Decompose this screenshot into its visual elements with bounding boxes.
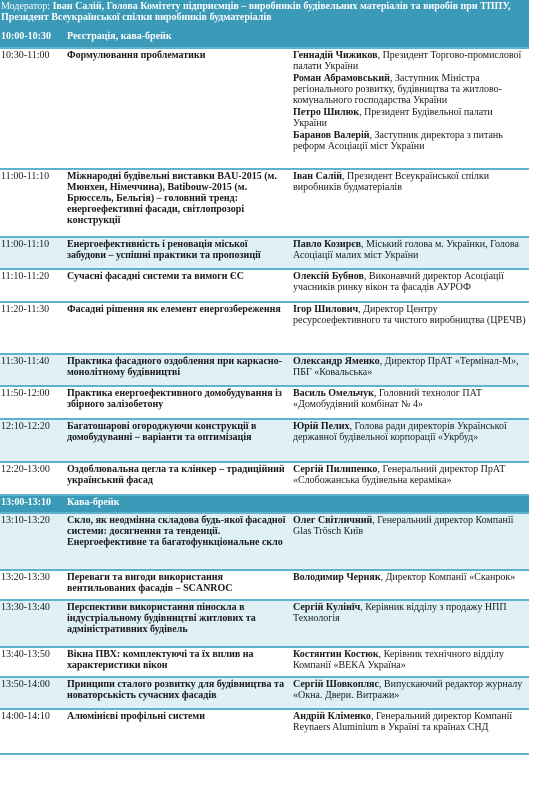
session-row [0,169,529,237]
session-time: 11:00-11:10 [1,239,50,250]
session-time: 11:50-12:00 [1,388,50,399]
session-topic: Багатошарові огороджуючи конструкції в домобудуванні – варіанти та оптимізація [67,421,257,443]
session-row [0,709,529,754]
session-topic: Практика енергоефективного домобудування із збірного залізобетону [67,388,282,410]
session-time: 11:00-11:10 [1,171,50,182]
session-time: 13:20-13:30 [1,572,50,583]
speaker-name: Андрій Кліменко [293,711,371,722]
speaker-name: Олег Світличний [293,515,373,526]
session-row [0,354,529,386]
speaker-role: , Президент Торгово-промислової палати України [293,50,522,72]
session-time: 10:30-11:00 [1,50,50,61]
session-time: 11:20-11:30 [1,304,50,315]
speaker-entry [293,107,527,129]
session-time: 11:10-11:20 [1,271,50,282]
speaker-role: , Випускаючий редактор журналу «Окна. Двери. Витражи» [293,679,523,701]
speaker-entry [293,304,527,326]
speaker-entry [293,356,527,378]
session-speakers [289,302,529,354]
session-topic: Перспективи використання піноскла в індустріальному будівництві житлових та адміністративних будівель [67,602,256,635]
session-topic: Міжнародні будівельні виставки BAU-2015 (м. Мюнхен, Німеччина), Batibouw-2015 (м. Брюссель, Бельгія) – головний тренд: енергоефективні фасади, світлопрозорі конструкції [67,171,277,226]
session-row [0,647,529,677]
speaker-role: , Виконавчий директор Асоціації учасників ринку вікон та фасадів АУРОФ [293,271,504,293]
session-speakers [289,677,529,709]
session-time: 13:10-13:20 [1,515,50,526]
session-time: 13:30-13:40 [1,602,50,613]
break-title: Реєстрація, кава-брейк [67,31,172,42]
session-row [0,462,529,495]
speaker-entry [293,679,527,701]
break-title: Кава-брейк [67,497,120,508]
speaker-role: , Заступник директора з питань реформ Асоціації міст України [293,130,503,152]
speaker-entry [293,73,527,106]
speaker-name: Павло Козирєв [293,239,361,250]
speaker-entry [293,515,527,537]
session-topic: Практика фасадного оздоблення при каркасно-монолітному будівництві [67,356,283,378]
speaker-name: Олексій Бубнов [293,271,364,282]
speaker-role: , Керівник технічного відділу Компанії «ВЕКА Україна» [293,649,504,671]
moderator-text: Іван Салій, Голова Комітету підприємців – виробників будівельних матеріалів та виробів при ТППУ, Президент Всеукраїнської спілки виробників будматеріалів [1,1,511,23]
speaker-name: Петро Шилюк [293,107,360,118]
speaker-role: , Директор Центру ресурсоефективного та чистого виробництва (ЦРЕЧВ) [293,304,526,326]
session-row [0,513,529,570]
schedule-body [0,30,529,754]
session-topic: Формулювання проблематики [67,50,206,61]
speaker-entry [293,388,527,410]
session-speakers [289,462,529,495]
speaker-entry [293,711,527,733]
speaker-entry [293,50,527,72]
session-row [0,419,529,462]
session-time: 13:00-13:10 [1,497,51,508]
speaker-role: , Генеральний директор ПрАТ «Слобожанська будівельна кераміка» [293,464,506,486]
session-topic: Скло, як неодмінна складова будь-якої фасадної системи: досягнення та тенденції. Енергоефективне та багатофункціональне скло [67,515,286,548]
speaker-entry [293,649,527,671]
break-row [0,30,529,48]
break-row [0,495,529,513]
session-topic: Алюмінієві профільні системи [67,711,205,722]
session-speakers [289,48,529,169]
session-time: 14:00-14:10 [1,711,50,722]
speaker-name: Сергій Пилипенко [293,464,378,475]
speaker-role: , Голова ради директорів Української державної будівельної корпорації «Укрбуд» [293,421,507,443]
speaker-role: , Генеральний директор Компанії Reynaers Aluminium в Україні та країнах СНД [293,711,513,733]
speaker-name: Іван Салій [293,171,343,182]
session-speakers [289,647,529,677]
speaker-name: Костянтин Костюк [293,649,379,660]
session-topic: Оздоблювальна цегла та клінкер – традиційний український фасад [67,464,285,486]
speaker-name: Володимир Черняк [293,572,381,583]
speaker-entry [293,602,527,624]
session-speakers [289,709,529,754]
session-row [0,269,529,302]
speaker-name: Василь Омельчук [293,388,374,399]
speaker-role: , Директор ПрАТ «Термінал-М», ПБГ «Ковальська» [293,356,519,378]
speaker-role: , Президент Будівельної палати України [293,107,493,129]
session-speakers [289,30,529,48]
session-topic: Вікна ПВХ: комплектуючі та їх вплив на характеристики вікон [67,649,254,671]
session-row [0,302,529,354]
session-time: 12:20-13:00 [1,464,50,475]
session-speakers [289,419,529,462]
moderator-label: Модератор: [1,1,51,12]
session-time: 10:00-10:30 [1,31,51,42]
session-time: 13:50-14:00 [1,679,50,690]
speaker-entry [293,239,527,261]
session-row [0,677,529,709]
session-speakers [289,269,529,302]
speaker-entry [293,421,527,443]
schedule-table [0,30,529,755]
speaker-role: , Керівник відділу з продажу НПП Технологія [293,602,507,624]
speaker-name: Олександр Яменко [293,356,380,367]
session-row [0,600,529,647]
moderator-banner [0,0,529,30]
speaker-name: Баранов Валерій [293,130,370,141]
session-speakers [289,495,529,513]
session-speakers [289,237,529,269]
session-speakers [289,169,529,237]
session-topic: Переваги та вигоди використання вентильованих фасадів – SCANROC [67,572,233,594]
session-topic: Енергоефективність і реновація міської забудови – успішні практики та пропозиції [67,239,261,261]
speaker-name: Геннадій Чижиков [293,50,378,61]
speaker-entry [293,171,527,193]
session-row [0,237,529,269]
speaker-role: , Міський голова м. Українки, Голова Асоціації малих міст України [293,239,519,261]
session-speakers [289,354,529,386]
session-row [0,48,529,169]
speaker-role: , Директор Компанії «Сканрок» [380,572,516,583]
speaker-entry [293,271,527,293]
session-topic: Фасадні рішення як елемент енергозбереження [67,304,281,315]
speaker-name: Сергій Кулінїч [293,602,361,613]
session-time: 12:10-12:20 [1,421,50,432]
speaker-name: Роман Абрамовський [293,73,390,84]
speaker-entry [293,464,527,486]
session-speakers [289,600,529,647]
session-topic: Сучасні фасадні системи та вимоги ЄС [67,271,244,282]
session-time: 13:40-13:50 [1,649,50,660]
speaker-role: , Головний технолог ПАТ «Домобудівний комбінат № 4» [293,388,483,410]
session-row [0,386,529,419]
speaker-role: , Генеральний директор Компанії Glas Trösch Київ [293,515,514,537]
speaker-name: Юрій Пелих [293,421,350,432]
speaker-entry [293,130,527,152]
speaker-entry [293,572,527,583]
speaker-role: , Президент Всеукраїнської спілки виробників будматеріалів [293,171,490,193]
session-topic: Принципи сталого розвитку для будівництва та новаторськість сучасних фасадів [67,679,285,701]
session-row [0,570,529,600]
session-time: 11:30-11:40 [1,356,50,367]
speaker-name: Сергій Шовкопляс [293,679,379,690]
speaker-name: Ігор Шилович [293,304,359,315]
session-speakers [289,513,529,570]
session-speakers [289,386,529,419]
speaker-role: , Заступник Міністра регіонального розвитку, будівництва та житлово-комунального господарства України [293,73,502,106]
session-speakers [289,570,529,600]
